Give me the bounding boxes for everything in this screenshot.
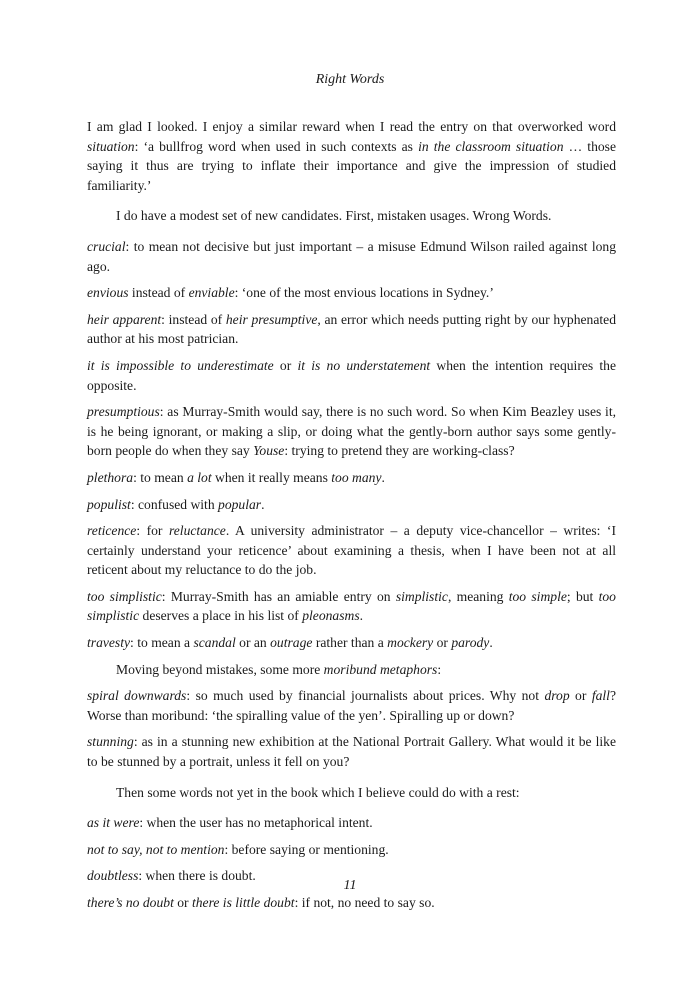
paragraph [87,840,616,860]
running-head: Right Words [315,72,385,87]
italic-term: stunning [87,734,134,750]
text-run: : when there is doubt. [138,868,256,884]
text-run: I do have a modest set of new candidates. First, mistaken usages. Wrong Words. [116,208,552,224]
text-run: : so much used by financial journalists about prices. Why not [186,688,545,704]
italic-term: situation [87,138,135,154]
italic-term: enviable [188,285,235,301]
page-number: 11 [343,878,357,893]
text-run: . [381,469,385,485]
text-run: : [437,661,442,677]
italic-term: plethora [87,469,134,485]
text-run: : when the user has no metaphorical intent. [139,815,373,831]
italic-term: travesty [87,635,131,651]
text-run: or an [235,635,271,651]
italic-term: reluctance [168,523,226,539]
italic-term: too many [331,469,382,485]
text-run: : as in a stunning new exhibition at the National Portrait Gallery. What would it be like to be stunned by a portrait, unless it fell on you? [87,734,616,770]
text-run: : ‘a bullfrog word when used in such contexts as [134,138,419,154]
text-run: or [173,895,192,910]
italic-term: there’s no doubt [87,895,174,910]
italic-term: heir presumptive [225,311,318,327]
italic-term: drop [544,688,570,704]
paragraph [87,206,616,226]
text-run: : if not, no need to say so. [294,895,435,910]
text-run: or [273,357,298,373]
italic-term: simplistic [395,588,448,604]
italic-term: there is little doubt [191,895,295,910]
italic-term: as it were [87,815,140,831]
paragraph [87,686,616,725]
italic-term: not to say, not to mention [87,841,225,857]
italic-term: moribund metaphors [323,661,438,677]
text-run: deserves a place in his list of [139,608,303,624]
paragraph [87,893,616,913]
text-run: : confused with [130,496,219,512]
text-run: : for [136,523,169,539]
text-run: ? Worse than moribund: ‘the spiralling value of the yen’. Spiralling up or down? [87,688,616,723]
paragraph [87,117,616,195]
italic-term: parody [451,635,490,651]
text-run: or [569,688,592,704]
text-run: , an error which needs putting right by our hyphenated author at his most patrician. [87,311,616,347]
text-run: when it really means [211,469,332,485]
italic-term: popular [218,496,262,512]
text-run: instead of [128,285,189,301]
text-run: , meaning [447,588,509,604]
text-run: : trying to pretend they are working-class? [284,443,515,459]
text-run: Moving beyond mistakes, some more [116,661,324,677]
text-run: when the intention requires the opposite. [87,357,616,393]
paragraph [87,660,616,680]
paragraph [87,468,616,488]
paragraph [87,633,616,653]
italic-term: spiral downwards [87,688,187,704]
paragraph [87,495,616,515]
text-run: : ‘one of the most envious locations in Sydney.’ [234,285,494,301]
text-run: I am glad I looked. I enjoy a similar reward when I read the entry on that overworked word [87,119,616,134]
italic-term: Youse [253,443,285,459]
paragraph [87,310,616,349]
italic-term: in the classroom situation [418,138,564,154]
italic-term: scandal [193,635,236,651]
text-run: . [489,635,493,651]
italic-term: heir apparent [87,311,162,327]
text-run: : to mean [133,469,188,485]
italic-term: fall [591,688,610,704]
italic-term: reticence [87,523,137,539]
text-run: rather than a [312,635,388,651]
paragraph [87,732,616,771]
italic-term: outrage [270,635,313,651]
italic-term: too simplistic [87,588,616,624]
italic-term: it is no understatement [297,357,431,373]
paragraph [87,783,616,803]
paragraph [87,813,616,833]
italic-term: envious [87,285,129,301]
paragraph [87,521,616,580]
italic-term: doubtless [87,868,139,884]
italic-term: mockery [387,635,434,651]
text-run: or [433,635,452,651]
text-run: : to mean a [130,635,194,651]
text-run: ; but [566,588,599,604]
text-run: Then some words not yet in the book which I believe could do with a rest: [116,784,520,800]
italic-term: pleonasms [302,608,360,624]
italic-term: too simple [508,588,567,604]
italic-term: crucial [87,238,126,254]
text-run: … those saying it thus are trying to inflate their importance and give the impression of studied familiarity.’ [87,138,616,193]
text-run: . A university administrator – a deputy vice-chancellor – writes: ‘I certainly understand your reticence’ about examining a thesis, when I have been not at all reticent about my reluctance to do the job. [87,523,616,578]
text-run: : to mean not decisive but just important – a misuse Edmund Wilson railed against long ago. [87,238,616,274]
italic-term: populist [87,496,131,512]
paragraph [87,356,616,395]
text-run: : as Murray-Smith would say, there is no such word. So when Kim Beazley uses it, is he being ignorant, or making a slip, or doing what the gently-born author says some gently-born people do when they say [87,404,616,459]
paragraph [87,283,616,303]
italic-term: a lot [187,469,212,485]
italic-term: presumptious [87,404,160,420]
text-run: . [359,608,364,624]
paragraph [87,402,616,461]
text-run: : before saying or mentioning. [224,841,389,857]
italic-term: it is impossible to underestimate [87,357,274,373]
text-run: : Murray-Smith has an amiable entry on [161,588,396,604]
italic-term: too simplistic [87,588,162,604]
text-run: : instead of [161,311,226,327]
text-run: . [261,496,265,512]
body-text [87,117,616,920]
paragraph [87,587,616,626]
paragraph [87,237,616,276]
